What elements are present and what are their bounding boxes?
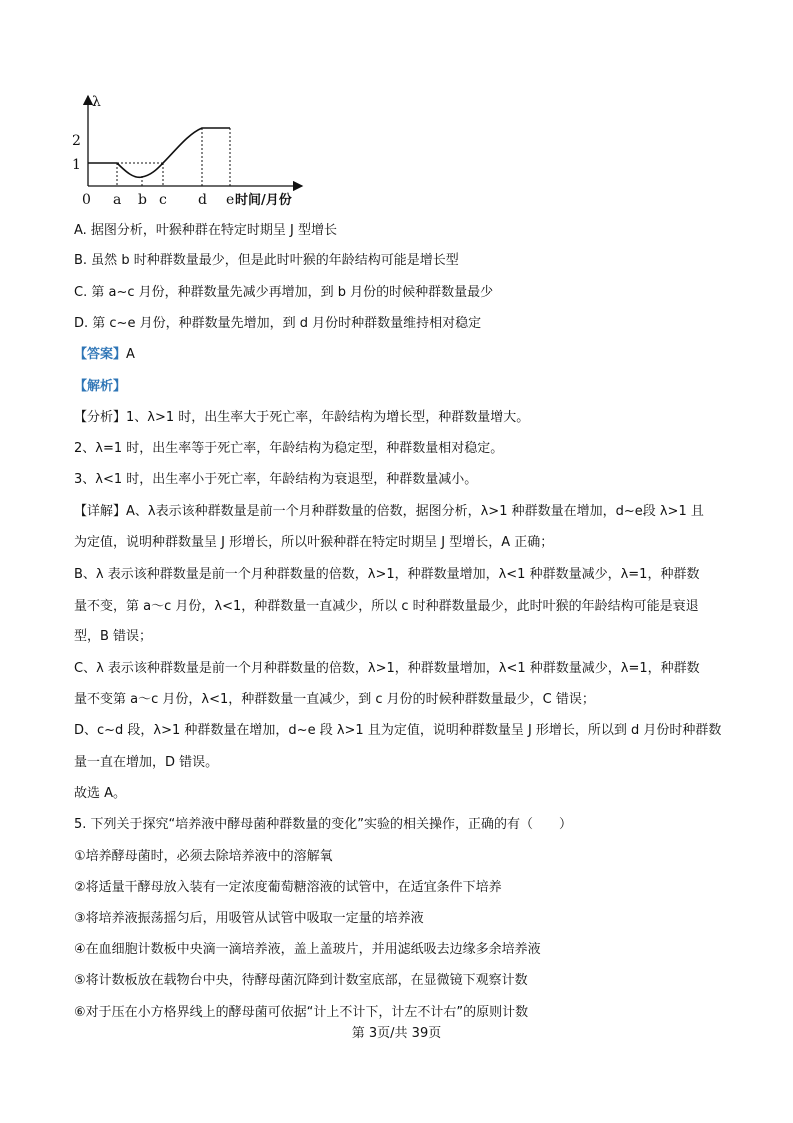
xiangjie-tag: 【详解】 [74,504,127,519]
xiangjie-line-c2: 量不变第 a～c 月份，λ<1，种群数量一直减少，到 c 月份的时候种群数量最少，C 错误； [74,692,595,707]
y-tick-1: 1 [72,157,81,173]
fenxi-line-2: 2、λ=1 时，出生率等于死亡率，年龄结构为稳定型，种群数量相对稳定。 [74,441,504,456]
xiangjie-line-d1: D、c~d 段，λ>1 种群数量在增加，d~e 段 λ>1 且为定值，说明种群数量呈 J 形增长，所以到 d 月份时种群数 [74,723,722,738]
answer-tag: 【答案】 [74,347,127,362]
answer-line [74,346,135,364]
x-tick-e: e [226,192,235,208]
analysis-tag: 【解析】 [74,379,127,394]
x-tick-b: b [138,192,147,208]
origin-label: 0 [82,192,91,208]
fenxi-tag: 【分析】 [74,410,127,425]
q5-item-6: ⑥对于压在小方格界线上的酵母菌可依据“计上不计下，计左不计右”的原则计数 [74,1005,529,1020]
fenxi-line-3: 3、λ<1 时，出生率小于死亡率，年龄结构为衰退型，种群数量减小。 [74,472,478,487]
option-c: C. 第 a~c 月份，种群数量先减少再增加，到 b 月份的时候种群数量最少 [74,285,494,300]
option-a: A. 据图分析，叶猴种群在特定时期呈 J 型增长 [74,223,338,238]
x-tick-a: a [113,192,122,208]
option-d: D. 第 c~e 月份，种群数量先增加，到 d 月份时种群数量维持相对稳定 [74,316,482,331]
dashed-guides [117,128,230,186]
xiangjie-line-a1 [74,503,704,521]
q5-item-1: ①培养酵母菌时，必须去除培养液中的溶解氧 [74,849,333,864]
page-footer: 第 3页/共 39页 [351,1026,442,1041]
answer-value: A [126,347,135,362]
xiangjie-line-b3: 型，B 错误； [74,629,153,644]
xiangjie-line-b1: B、λ 表示该种群数量是前一个月种群数量的倍数，λ>1，种群数量增加，λ<1 种群数量减少，λ=1，种群数 [74,567,700,582]
xiangjie-line-c1: C、λ 表示该种群数量是前一个月种群数量的倍数，λ>1，种群数量增加，λ<1 种群数量减少，λ=1，种群数 [74,661,700,676]
q5-item-3: ③将培养液振荡摇匀后，用吸管从试管中吸取一定量的培养液 [74,911,424,926]
xiangjie-line-b2: 量不变，第 a～c 月份，λ<1，种群数量一直减少，所以 c 时种群数量最少，此时叶猴的年龄结构可能是衰退 [74,599,699,614]
x-tick-c: c [159,192,167,208]
y-axis-label: λ [92,94,101,110]
conclusion: 故选 A。 [74,786,127,801]
q5-item-5: ⑤将计数板放在载物台中央，待酵母菌沉降到计数室底部，在显微镜下观察计数 [74,973,528,988]
lambda-time-graph [68,92,308,210]
x-tick-d: d [198,192,207,208]
fenxi-text-1: 1、λ>1 时，出生率大于死亡率，年龄结构为增长型，种群数量增大。 [126,410,530,425]
q5-item-2: ②将适量干酵母放入装有一定浓度葡萄糖溶液的试管中，在适宜条件下培养 [74,880,502,895]
lambda-curve [88,128,230,177]
xiangjie-line-d2: 量一直在增加，D 错误。 [74,755,219,770]
q5-stem: 5. 下列关于探究“培养液中酵母菌种群数量的变化”实验的相关操作，正确的有（ ） [74,817,573,832]
option-b: B. 虽然 b 时种群数量最少，但是此时叶猴的年龄结构可能是增长型 [74,253,459,268]
fenxi-line-1 [74,409,529,427]
xiangjie-text-a1: A、λ表示该种群数量是前一个月种群数量的倍数，据图分析，λ>1 种群数量在增加，d~e段 λ>1 且 [126,504,704,519]
xiangjie-line-a2: 为定值，说明种群数量呈 J 形增长，所以叶猴种群在特定时期呈 J 型增长，A 正确； [74,535,554,550]
y-tick-2: 2 [72,133,81,149]
analysis-line [74,378,126,396]
q5-item-4: ④在血细胞计数板中央滴一滴培养液，盖上盖玻片，并用滤纸吸去边缘多余培养液 [74,942,541,957]
x-axis-label: 时间/月份 [235,193,292,208]
